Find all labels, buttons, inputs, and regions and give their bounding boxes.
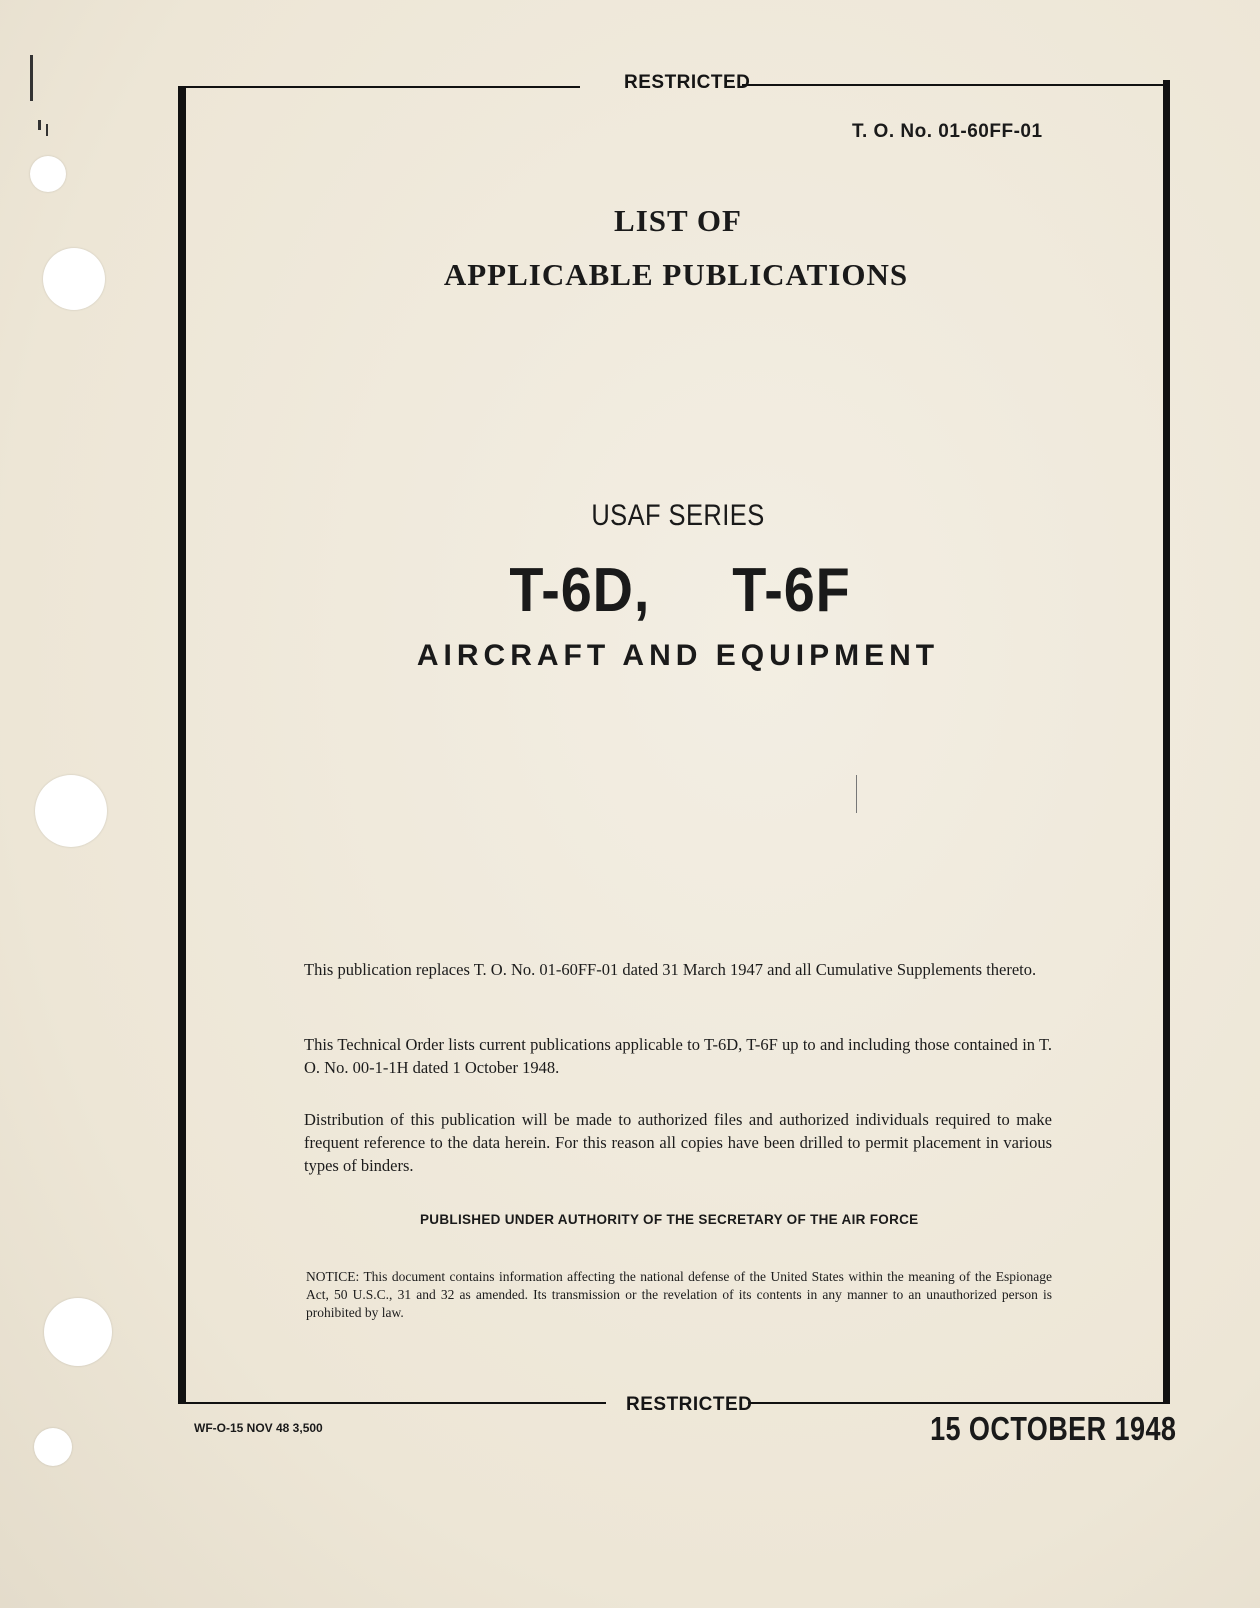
margin-mark [38, 120, 41, 130]
binder-hole [35, 775, 107, 847]
publication-date: 15 OCTOBER 1948 [929, 1410, 1176, 1447]
print-code: WF-O-15 NOV 48 3,500 [194, 1421, 323, 1435]
binder-hole [34, 1428, 72, 1466]
frame-border-bottom [748, 1402, 1170, 1404]
authority-statement: PUBLISHED UNDER AUTHORITY OF THE SECRETARY OF THE AIR FORCE [420, 1212, 919, 1227]
frame-border-bottom [178, 1402, 606, 1404]
binder-hole [30, 156, 66, 192]
notice-text: NOTICE: This document contains information affecting the national defense of the United States within the meaning of the Espionage Act, 50 U.S.C., 31 and 32 as amended. Its transmission or the revelation of its contents in any manner to an unauthorized person is prohibited by law. [306, 1269, 1052, 1320]
restricted-label-top: RESTRICTED [624, 72, 751, 93]
model-designations: T-6D, T-6F [509, 556, 851, 625]
margin-mark [856, 775, 857, 813]
paragraph-replaces: This publication replaces T. O. No. 01-60FF-01 dated 31 March 1947 and all Cumulative Supplements thereto. [304, 960, 1037, 979]
paragraph-distribution: Distribution of this publication will be made to authorized files and authorized individuals required to make frequent reference to the data herein. For this reason all copies have been drilled to permit placement in various types of binders. [304, 1110, 1052, 1175]
frame-border-top [742, 84, 1170, 86]
to-number: T. O. No. 01-60FF-01 [852, 121, 1043, 142]
binder-hole [44, 1298, 112, 1366]
margin-mark [46, 124, 48, 136]
title-line-2: APPLICABLE PUBLICATIONS [443, 257, 909, 292]
paragraph-lists: This Technical Order lists current publications applicable to T-6D, T-6F up to and including those contained in T. O. No. 00-1-1H dated 1 October 1948. [304, 1035, 1052, 1077]
title-line-1: LIST OF [614, 203, 742, 238]
restricted-label-bottom: RESTRICTED [626, 1394, 753, 1415]
margin-mark [30, 55, 33, 101]
frame-border-top [178, 86, 580, 88]
series-label: USAF SERIES [591, 499, 765, 532]
series-subtitle: AIRCRAFT AND EQUIPMENT [416, 639, 940, 672]
